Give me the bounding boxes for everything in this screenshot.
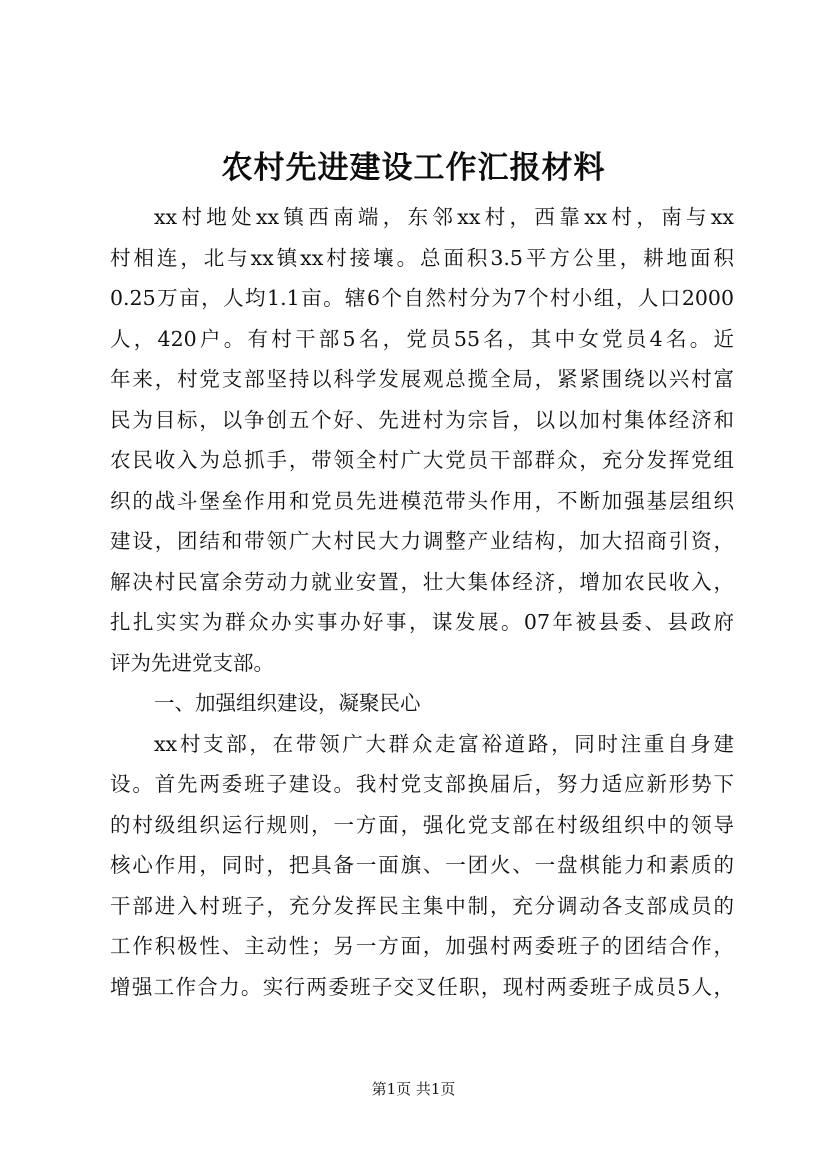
paragraph-line: 评为先进党支部。 <box>110 650 274 675</box>
paragraph-line: 0.25万亩，人均1.1亩。辖6个自然村分为7个村小组，人口2000 <box>110 286 734 310</box>
paragraph-line: 人，420户。有村干部5名，党员55名，其中女党员4名。近 <box>110 326 734 351</box>
paragraph-line: 民为目标，以争创五个好、先进村为宗旨，以以加村集体经济和 <box>110 407 734 432</box>
page-number-footer: 第1页 共1页 <box>371 1080 456 1098</box>
paragraph-line: xx村地处xx镇西南端，东邻xx村，西靠xx村，南与xx <box>154 205 734 229</box>
paragraph-line: 增强工作合力。实行两委班子交叉任职，现村两委班子成员5人， <box>110 974 734 999</box>
paragraph-line: 设。首先两委班子建设。我村党支部换届后，努力适应新形势下 <box>110 772 734 796</box>
paragraph-line: 村相连，北与xx镇xx村接壤。总面积3.5平方公里，耕地面积 <box>110 245 734 270</box>
paragraph-line: 核心作用，同时，把具备一面旗、一团火、一盘棋能力和素质的 <box>110 853 734 877</box>
paragraph-line: 解决村民富余劳动力就业安置，壮大集体经济，增加农民收入， <box>110 569 734 594</box>
paragraph-line: 农民收入为总抓手，带领全村广大党员干部群众，充分发挥党组 <box>110 448 734 472</box>
paragraph-line: 织的战斗堡垒作用和党员先进模范带头作用，不断加强基层组织 <box>110 488 734 513</box>
paragraph-line: 的村级组织运行规则，一方面，强化党支部在村级组织中的领导 <box>110 812 734 837</box>
paragraph-line: 扎扎实实为群众办实事办好事，谋发展。07年被县委、县政府 <box>110 610 734 634</box>
document-body <box>110 197 734 1007</box>
paragraph-line: 干部进入村班子，充分发挥民主集中制，充分调动各支部成员的 <box>110 893 734 918</box>
paragraph-line: xx村支部，在带领广大群众走富裕道路，同时注重自身建 <box>154 731 734 756</box>
section-heading: 一、加强组织建设，凝聚民心 <box>154 691 421 715</box>
paragraph-line: 工作积极性、主动性；另一方面，加强村两委班子的团结合作， <box>110 934 734 958</box>
document-title: 农村先进建设工作汇报材料 <box>221 150 606 186</box>
paragraph-line: 建设，团结和带领广大村民大力调整产业结构，加大招商引资， <box>110 529 734 553</box>
paragraph-line: 年来，村党支部坚持以科学发展观总揽全局，紧紧围绕以兴村富 <box>110 367 734 391</box>
